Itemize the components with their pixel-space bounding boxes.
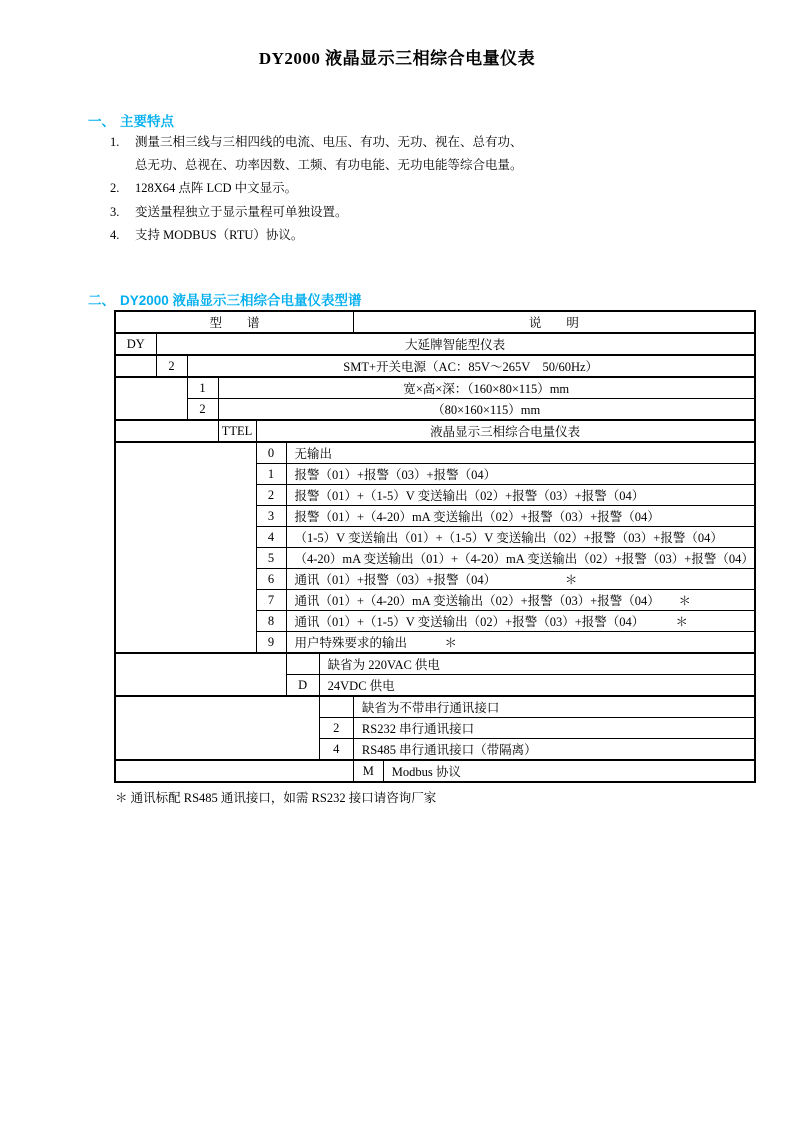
model-desc-cell: 通讯（01）+（4-20）mA 变送输出（02）+报警（03）+报警（04） ＊ [286,590,755,611]
model-desc-cell: 24VDC 供电 [319,675,755,697]
model-desc-cell: SMT+开关电源（AC：85V～265V 50/60Hz） [187,355,755,377]
model-code-cell: 8 [256,611,286,632]
model-code-cell: M [353,760,383,782]
output-row [115,442,755,464]
section-spectrum-heading [88,289,362,309]
brand-row [115,333,755,355]
feature-number: 2. [110,181,120,196]
model-desc-cell: 报警（01）+报警（03）+报警（04） [286,464,755,485]
model-desc-cell: 宽×高×深：（160×80×115）mm [218,377,755,399]
spacer-cell [115,442,256,653]
model-code-cell: 2 [319,718,353,739]
model-desc-cell: 无输出 [286,442,755,464]
feature-item [110,224,670,247]
feature-number: 3. [110,204,120,219]
model-code-cell: 3 [256,506,286,527]
power-type-row [115,355,755,377]
model-code-cell: 4 [319,739,353,761]
model-desc-cell: RS485 串行通讯接口（带隔离） [353,739,754,761]
feature-text-line: 变送量程独立于显示量程可单独设置。 [135,204,348,219]
spacer-cell [115,696,319,760]
model-desc-cell: 液晶显示三相综合电量仪表 [256,420,755,442]
model-desc-cell: 缺省为 220VAC 供电 [319,653,755,675]
size-row [115,377,755,399]
section-number: 一、 [88,114,115,129]
model-code-cell: 0 [256,442,286,464]
model-code-cell [319,696,353,718]
feature-text-line: 总无功、总视在、功率因数、工频、有功电能、无功电能等综合电量。 [135,158,523,173]
model-code-cell: 4 [256,527,286,548]
model-code-cell: 1 [187,377,218,399]
model-row [115,420,755,442]
spectrum-header-row [115,311,755,333]
model-desc-cell: 报警（01）+（1-5）V 变送输出（02）+报警（03）+报警（04） [286,485,755,506]
document-title: DY2000 液晶显示三相综合电量仪表 [258,49,536,68]
feature-item [110,131,670,177]
model-desc-cell: 报警（01）+（4-20）mA 变送输出（02）+报警（03）+报警（04） [286,506,755,527]
feature-number: 1. [110,135,120,149]
section-title: DY2000 液晶显示三相综合电量仪表型谱 [120,293,362,308]
model-desc-cell: 大延牌智能型仪表 [156,333,755,355]
spectrum-header-desc-cell: 说 明 [353,311,754,333]
model-desc-cell: RS232 串行通讯接口 [353,718,754,739]
model-desc-cell: （1-5）V 变送输出（01）+（1-5）V 变送输出（02）+报警（03）+报警（04） [286,527,755,548]
model-code-cell: TTEL [218,420,256,442]
feature-text-line: 支持 MODBUS（RTU）协议。 [135,227,304,242]
feature-number: 4. [110,227,120,242]
model-desc-cell: 通讯（01）+报警（03）+报警（04） ＊ [286,569,755,590]
footnote: ＊ 通讯标配 RS485 通讯接口，如需 RS232 接口请咨询厂家 [115,791,437,805]
model-code-cell: 2 [156,355,187,377]
supply-row [115,653,755,675]
size-row [115,399,755,421]
feature-text-line: 128X64 点阵 LCD 中文显示。 [135,181,298,196]
comm-row [115,696,755,718]
model-desc-cell: （80×160×115）mm [218,399,755,421]
model-code-cell: 2 [256,485,286,506]
model-code-cell: 2 [187,399,218,421]
model-code-cell: DY [115,333,156,355]
spacer-cell [115,653,286,696]
spectrum-table [114,310,756,783]
section-title: 主要特点 [120,114,174,129]
model-code-cell: 7 [256,590,286,611]
model-desc-cell: 用户特殊要求的输出 ＊ [286,632,755,654]
section-features-heading [88,110,174,130]
model-code-cell [286,653,319,675]
feature-text-line: 测量三相三线与三相四线的电流、电压、有功、无功、视在、总有功、 [135,135,523,149]
model-code-cell: 1 [256,464,286,485]
model-desc-cell: Modbus 协议 [383,760,755,782]
model-desc-cell: 通讯（01）+（1-5）V 变送输出（02）+报警（03）+报警（04） ＊ [286,611,755,632]
spacer-cell [115,420,218,442]
spacer-cell [115,760,353,782]
feature-item [110,177,670,200]
spacer-cell [115,355,156,377]
model-code-cell: 5 [256,548,286,569]
protocol-row [115,760,755,782]
feature-item [110,201,670,224]
features-list [110,131,670,247]
model-desc-cell: （4-20）mA 变送输出（01）+（4-20）mA 变送输出（02）+报警（03）+报警（04） [286,548,755,569]
section-number: 二、 [88,293,115,308]
model-code-cell: D [286,675,319,697]
spacer-cell [115,377,187,420]
model-code-cell: 6 [256,569,286,590]
spectrum-header-model-cell: 型 谱 [115,311,353,333]
model-code-cell: 9 [256,632,286,654]
model-desc-cell: 缺省为不带串行通讯接口 [353,696,754,718]
